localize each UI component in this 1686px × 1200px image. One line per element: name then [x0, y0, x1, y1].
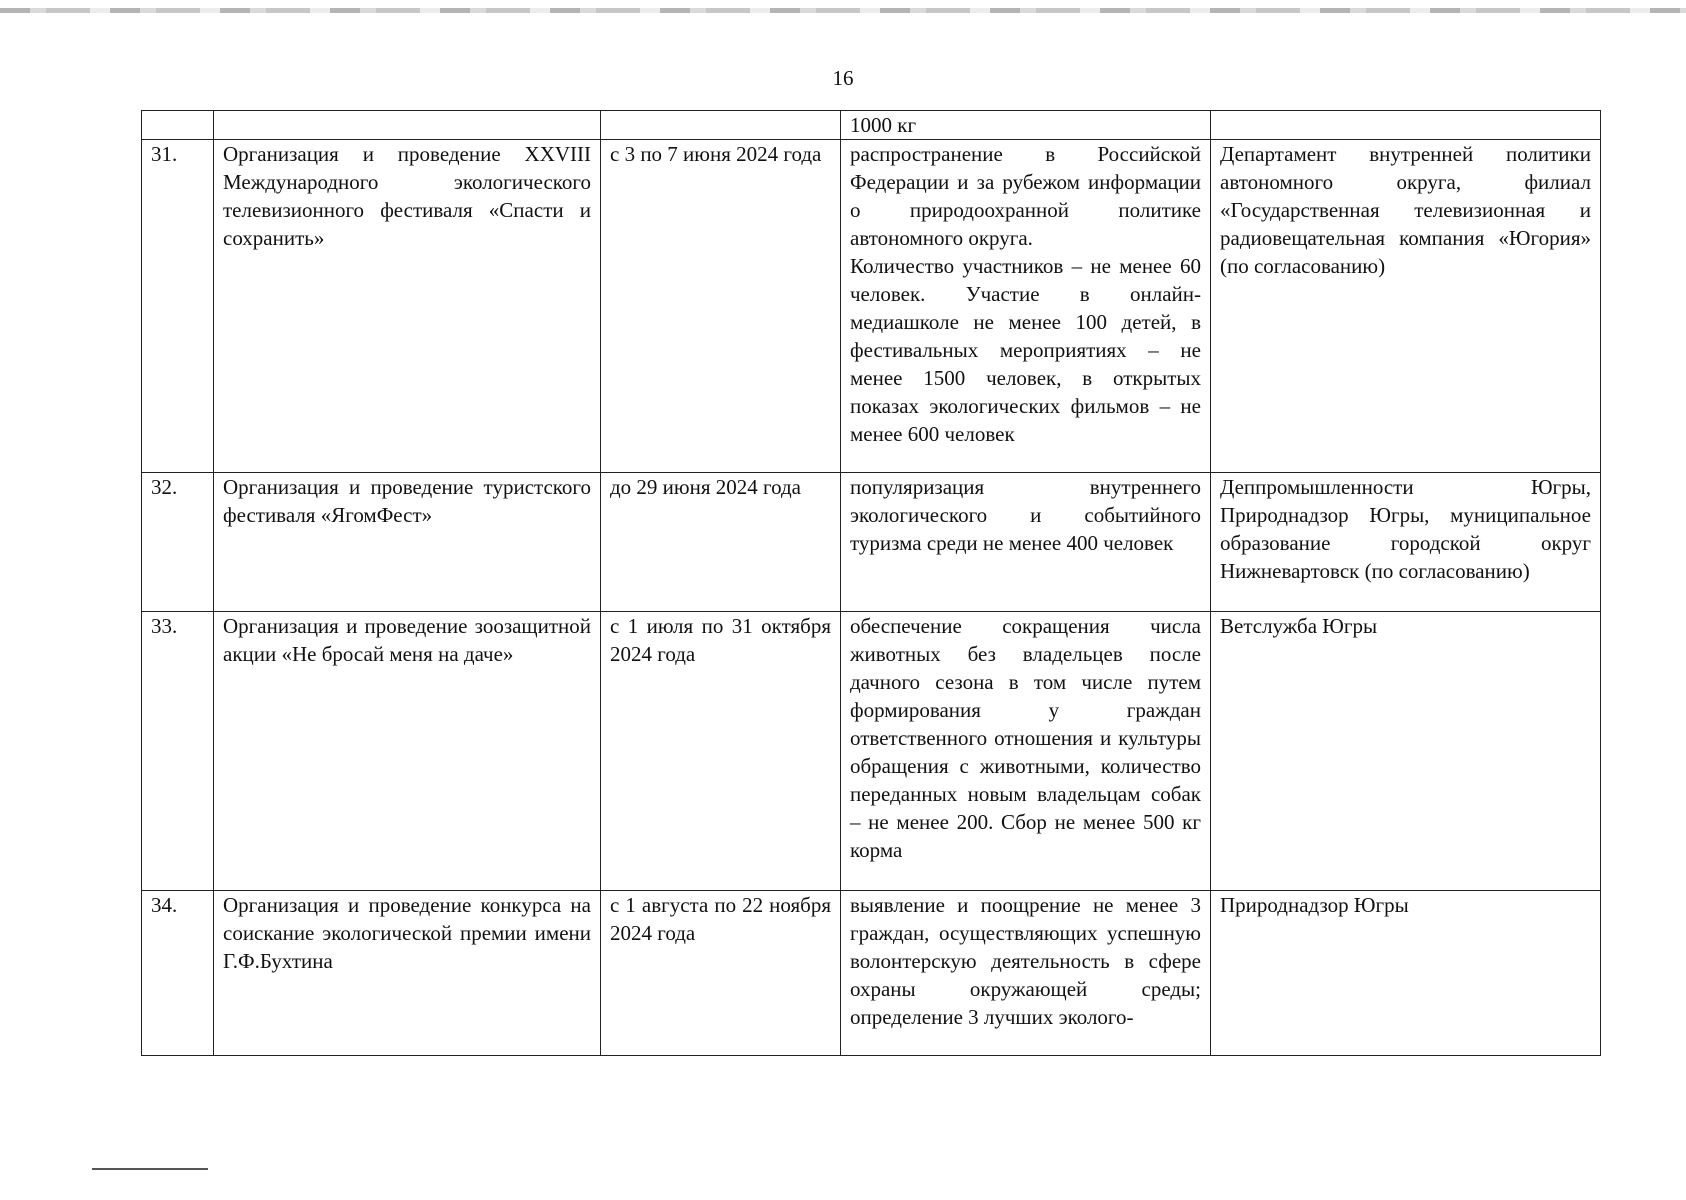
cell-result: [841, 140, 1211, 473]
cell-num: 32.: [142, 473, 214, 612]
events-table: [141, 110, 1601, 1056]
cell-date: до 29 июня 2024 года: [601, 473, 841, 612]
cell-responsible: Природнадзор Югры: [1211, 891, 1601, 1056]
cell-responsible: [1211, 111, 1601, 140]
cell-result: обеспечение сокращения числа животных без владельцев после дачного сезона в том числе путем формирования у граждан ответственного отношения и культуры обращения с животными, количество переданных новым владельцам собак – не менее 200. Сбор не менее 500 кг корма: [841, 612, 1211, 891]
table-row: [142, 473, 1601, 612]
table-row-continuation: [142, 111, 1601, 140]
cell-num: 34.: [142, 891, 214, 1056]
cell-result: популяризация внутреннего экологического и событийного туризма среди не менее 400 человек: [841, 473, 1211, 612]
cell-date: [601, 111, 841, 140]
table-row: [142, 140, 1601, 473]
cell-result: 1000 кг: [841, 111, 1211, 140]
cell-event: Организация и проведение зоозащитной акции «Не бросай меня на даче»: [214, 612, 601, 891]
table-row: [142, 891, 1601, 1056]
cell-responsible: Деппромышленности Югры, Природнадзор Югры, муниципальное образование городской округ Нижневартовск (по согласованию): [1211, 473, 1601, 612]
cell-result: выявление и поощрение не менее 3 граждан, осуществляющих успешную волонтерскую деятельность в сфере охраны окружающей среды; определение 3 лучших эколого-: [841, 891, 1211, 1056]
scan-edge-artifact: [0, 8, 1686, 13]
cell-num: 31.: [142, 140, 214, 473]
cell-num: 33.: [142, 612, 214, 891]
page-number: 16: [832, 66, 854, 90]
cell-responsible: Ветслужба Югры: [1211, 612, 1601, 891]
table-row: [142, 612, 1601, 891]
cell-date: с 3 по 7 июня 2024 года: [601, 140, 841, 473]
cell-event: Организация и проведение XXVIII Международного экологического телевизионного фестиваля «Спасти и сохранить»: [214, 140, 601, 473]
cell-responsible: Департамент внутренней политики автономного округа, филиал «Государственная телевизионная и радиовещательная компания «Югория» (по согласованию): [1211, 140, 1601, 473]
result-paragraph: распространение в Российской Федерации и за рубежом информации о природоохранной политике автономного округа.: [850, 142, 1201, 250]
cell-date: с 1 августа по 22 ноября 2024 года: [601, 891, 841, 1056]
cell-event: Организация и проведение туристского фестиваля «ЯгомФест»: [214, 473, 601, 612]
cell-date: с 1 июля по 31 октября 2024 года: [601, 612, 841, 891]
cell-event: Организация и проведение конкурса на соискание экологической премии имени Г.Ф.Бухтина: [214, 891, 601, 1056]
result-paragraph: Количество участников – не менее 60 человек. Участие в онлайн-медиашколе не менее 100 детей, в фестивальных мероприятиях – не менее 1500 человек, в открытых показах экологических фильмов – не менее 600 человек: [850, 254, 1201, 446]
cell-num: [142, 111, 214, 140]
scan-edge-artifact: [92, 1168, 208, 1170]
cell-event: [214, 111, 601, 140]
